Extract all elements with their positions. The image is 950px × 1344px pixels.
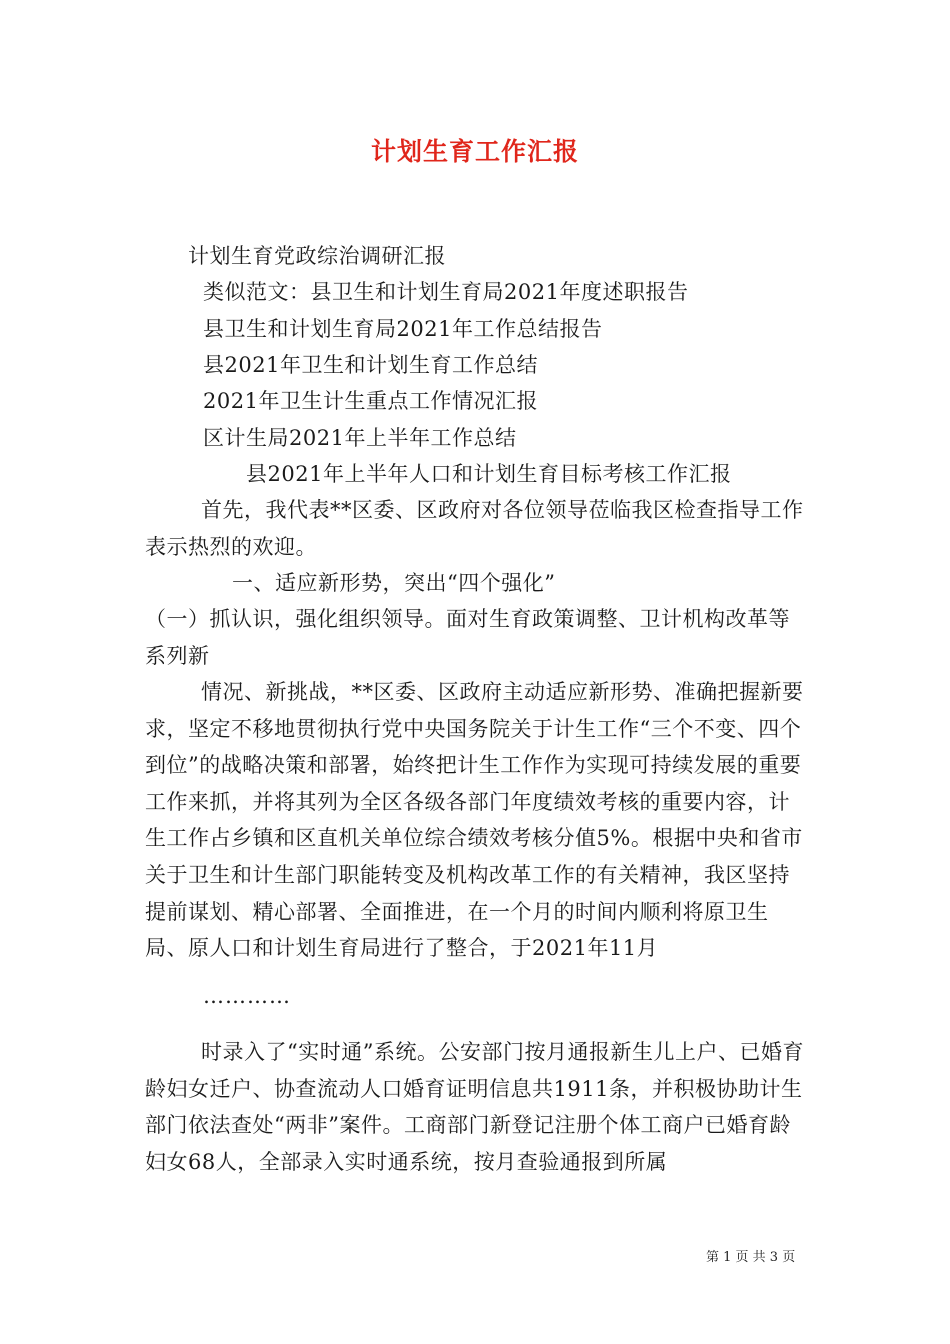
ellipsis-separator: ………… [203, 984, 291, 1008]
page-number: 第 1 页 共 3 页 [706, 1250, 796, 1265]
intro-paragraph: 首先，我代表**区委、区政府对各位领导莅临我区检查指导工作表示热烈的欢迎。 [145, 498, 804, 559]
body-paragraph-continued: 时录入了“实时通”系统。公安部门按月通报新生儿上户、已婚育龄妇女迁户、协查流动人口婚育证明信息共1911条，并积极协助计生部门依法查处“两非”案件。工商部门新登记注册个体工商户已婚育龄妇女68人，全部录入实时通系统，按月查验通报到所属 [145, 1040, 804, 1174]
related-article-link[interactable]: 县卫生和计划生育局2021年工作总结报告 [203, 317, 603, 341]
body-paragraph: 情况、新挑战，**区委、区政府主动适应新形势、准确把握新要求，坚定不移地贯彻执行党中央国务院关于计生工作“三个不变、四个到位”的战略决策和部署，始终把计生工作作为实现可持续发展的重要工作来抓，并将其列为全区各级各部门年度绩效考核的重要内容，计生工作占乡镇和区直机关单位综合绩效考核分值5%。根据中央和省市关于卫生和计生部门职能转变及机构改革工作的有关精神，我区坚持提前谋划、精心部署、全面推进，在一个月的时间内顺利将原卫生局、原人口和计划生育局进行了整合，于2021年11月 [145, 680, 804, 961]
report-subtitle: 县2021年上半年人口和计划生育目标考核工作汇报 [246, 462, 732, 486]
related-article-link[interactable]: 区计生局2021年上半年工作总结 [203, 426, 517, 450]
sub-heading-paragraph: （一）抓认识，强化组织领导。面对生育政策调整、卫计机构改革等系列新 [145, 607, 790, 668]
related-article-link[interactable]: 类似范文：县卫生和计划生育局2021年度述职报告 [203, 280, 689, 304]
related-article-link[interactable]: 计划生育党政综治调研汇报 [188, 244, 446, 268]
related-article-link[interactable]: 2021年卫生计生重点工作情况汇报 [203, 389, 538, 413]
section-heading: 一、适应新形势，突出“四个强化” [232, 571, 556, 595]
related-article-link[interactable]: 县2021年卫生和计划生育工作总结 [203, 353, 538, 377]
document-title: 计划生育工作汇报 [370, 137, 579, 166]
